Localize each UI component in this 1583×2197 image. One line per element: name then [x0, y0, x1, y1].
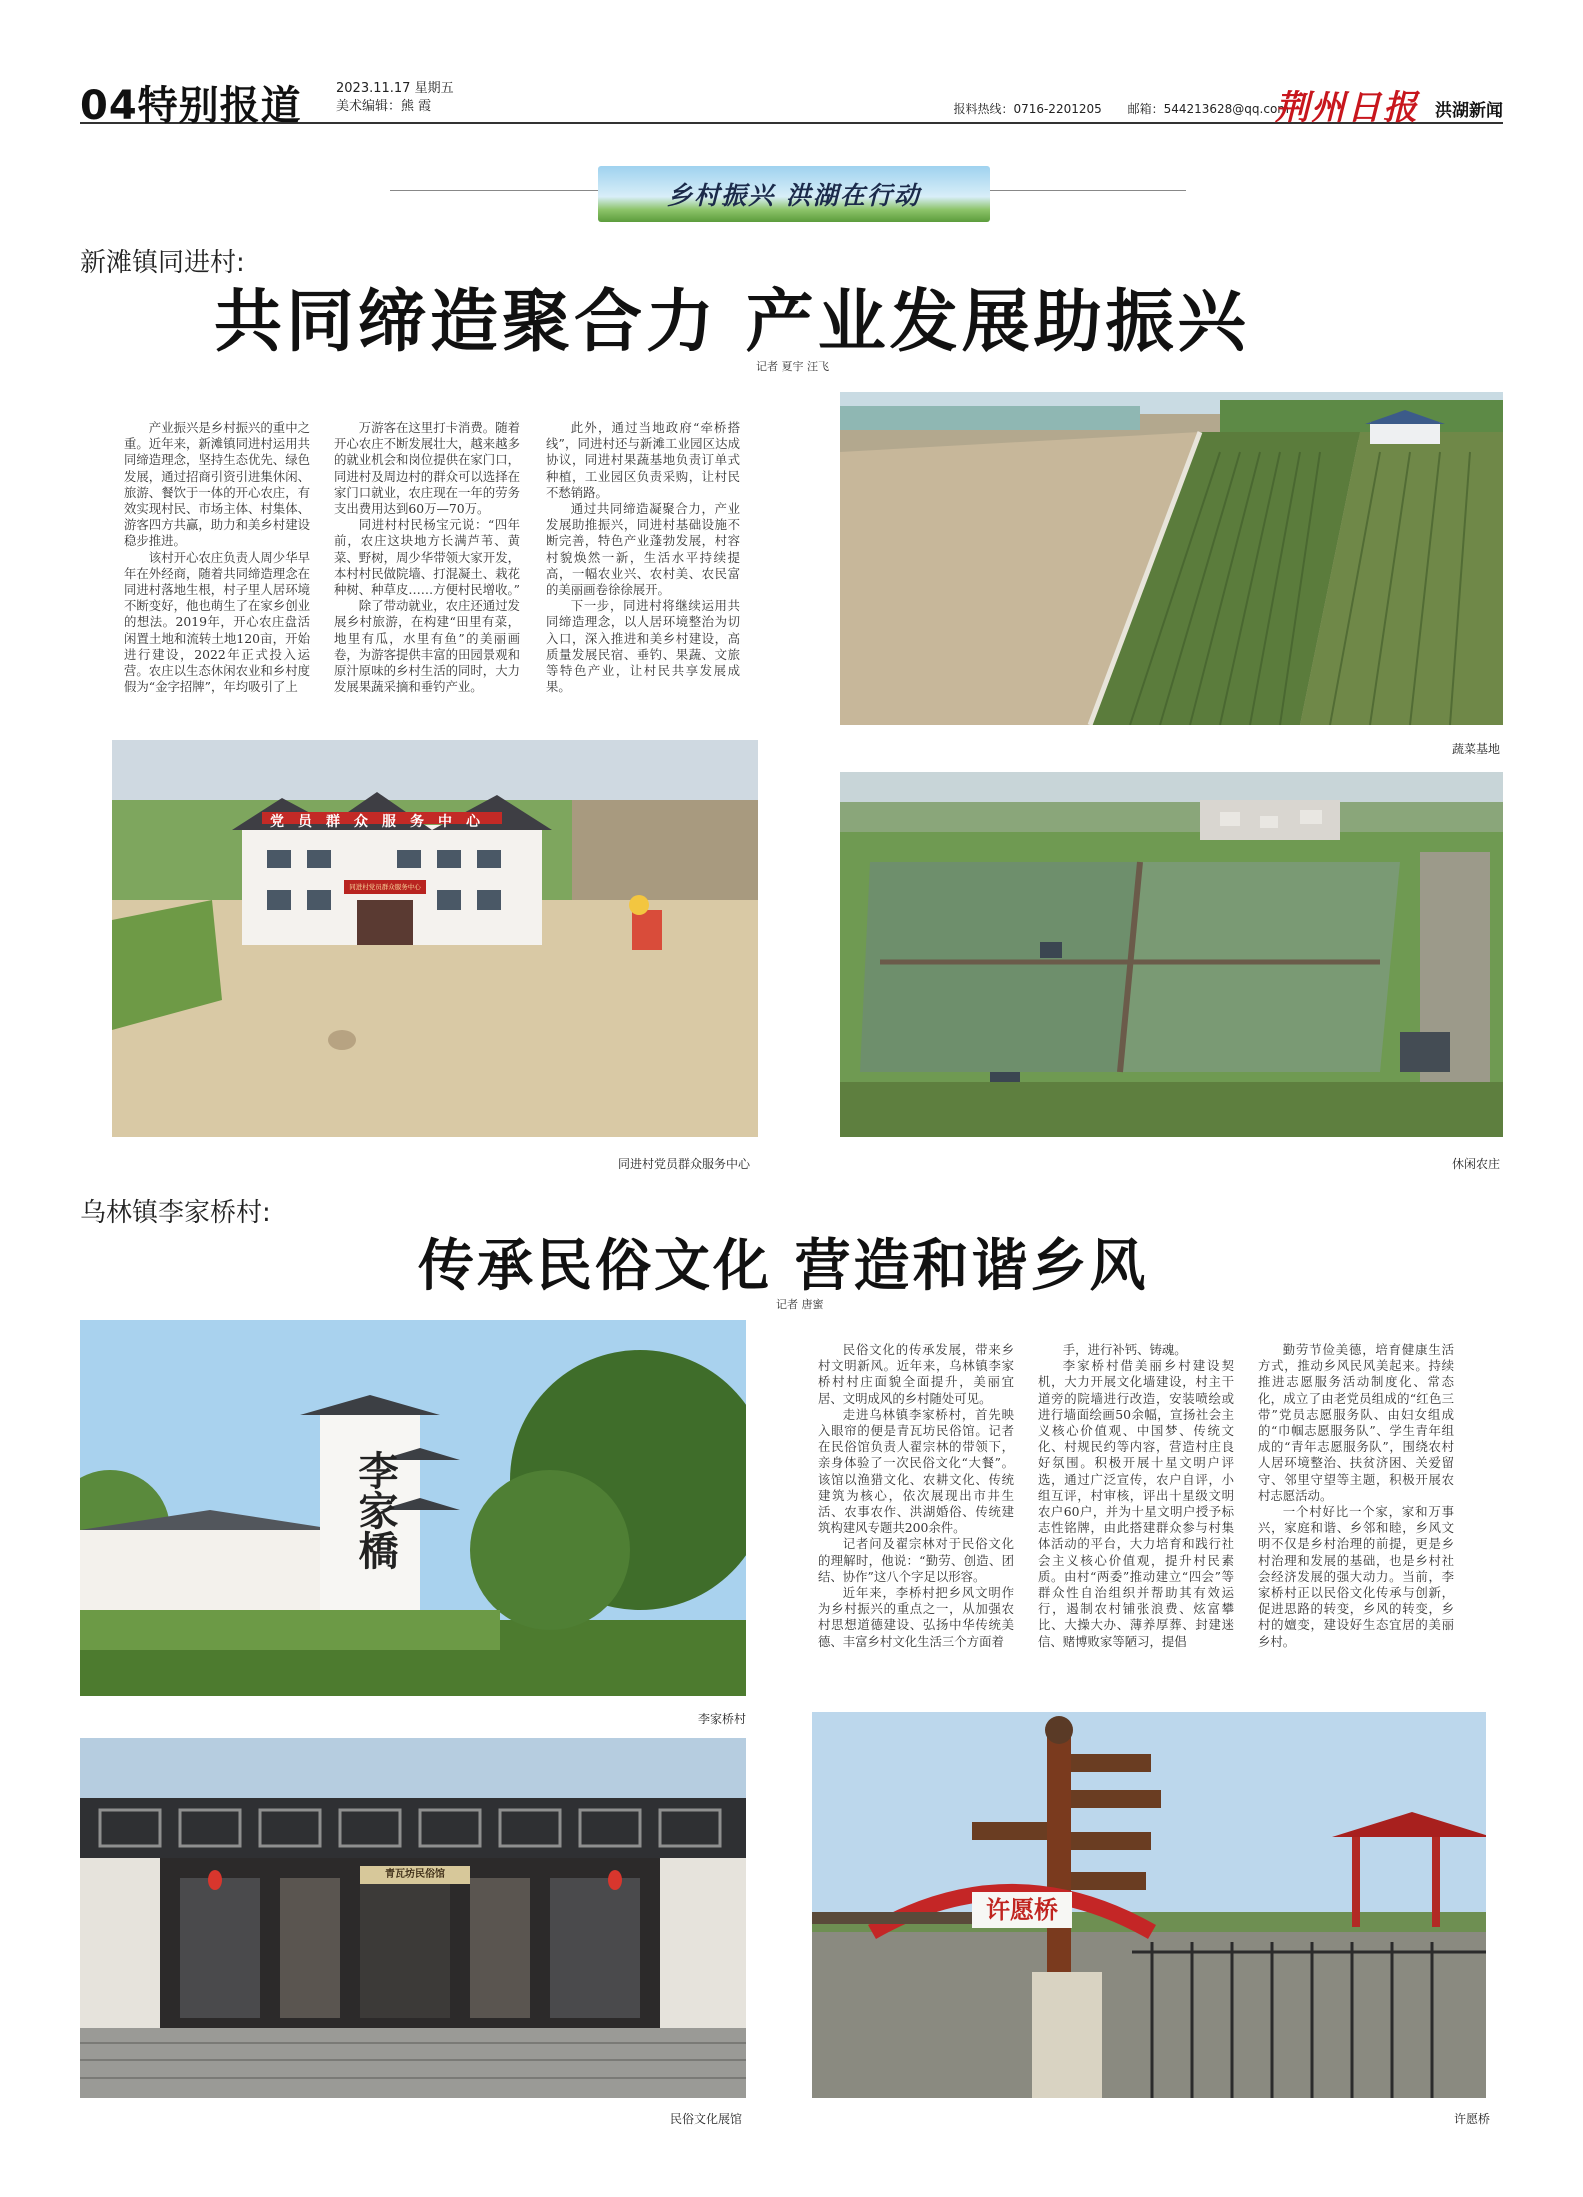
lijiaqiao-photo: [80, 1320, 746, 1696]
article1-column-2: [334, 420, 520, 695]
paragraph: 该村开心农庄负责人周少华早年在外经商，随着共同缔造理念在同进村落地生根，村子里人居环境不断变好，他也萌生了在家乡创业的想法。2019年，开心农庄盘活闲置土地和流转土地120亩，开始进行建设，2022年正式投入运营。农庄以生态休闲农业和乡村度假为“金字招牌”，年均吸引了上: [124, 549, 310, 695]
article2-column-2: [1038, 1342, 1234, 1650]
article1-headline: 共同缔造聚合力 产业发展助振兴: [214, 283, 1250, 362]
caption-lijiaqiao: 李家桥村: [698, 1712, 747, 1726]
banner-text: 乡村振兴 洪湖在行动: [667, 181, 921, 210]
article2-column-1: [818, 1342, 1014, 1650]
paragraph: 走进乌林镇李家桥村，首先映入眼帘的便是青瓦坊民俗馆。记者在民俗馆负责人翟宗林的带领下，亲身体验了一次民俗文化“大餐”。该馆以渔猎文化、农耕文化、传统建筑为核心，依次展现出市井生活、农事农作、洪湖婚俗、传统建筑构建风专题共200余件。: [818, 1406, 1014, 1536]
paper-logo: 荆州日报: [1275, 88, 1419, 128]
article1-column-1: [124, 420, 310, 695]
wish-bridge-photo: [812, 1712, 1486, 2098]
issue-meta: [336, 80, 454, 116]
paragraph: 手，进行补钙、铸魂。: [1062, 1342, 1187, 1357]
caption-folk-museum: 民俗文化展馆: [670, 2112, 743, 2126]
caption-wish-bridge: 许愿桥: [1454, 2112, 1491, 2126]
paragraph: 万游客在这里打卡消费。随着开心农庄不断发展壮大，越来越多的就业机会和岗位提供在家门口，同进村及周边村的群众可以选择在家门口就业，农庄现在一年的劳务支出费用达到60万—70万。: [334, 420, 520, 517]
article2-column-3: [1258, 1342, 1454, 1650]
service-center-roof-sign: 党员群众服务中心: [270, 814, 494, 830]
banner-rule-right: [990, 190, 1186, 191]
paragraph: 一个村好比一个家，家和万事兴，家庭和谐、乡邻和睦，乡风文明不仅是乡村治理的前提，更是乡村治理和发展的基础，也是乡村社会经济发展的强大动力。当前，李家桥村正以民俗文化传承与创新，促进思路的转变，乡风的转变，乡村的嬗变，建设好生态宜居的美丽乡村。: [1258, 1504, 1454, 1649]
email: 邮箱：544213628@qq.com: [1127, 102, 1289, 116]
article1-byline: 记者 夏宇 汪飞: [756, 360, 829, 373]
paragraph: 同进村村民杨宝元说：“四年前，农庄这块地方长满芦苇、黄菜、野树，周少华带领大家开发，本村村民做院墙、打混凝土、栽花种树、种草皮……方便村民增收。”: [334, 517, 520, 598]
paragraph: 近年来，李桥村把乡风文明作为乡村振兴的重点之一，从加强农村思想道德建设、弘扬中华传统美德、丰富乡村文化生活三个方面着: [818, 1585, 1014, 1649]
paragraph: 下一步，同进村将继续运用共同缔造理念，以人居环境整治为切入口，深入推进和美乡村建设，高质量发展民宿、垂钓、果蔬、文旅等特色产业，让村民共享发展成果。: [546, 598, 740, 695]
paragraph: 除了带动就业，农庄还通过发展乡村旅游，在构建“田里有菜，地里有瓜，水里有鱼”的美丽画卷，为游客提供丰富的田园景观和原汁原味的乡村生活的同时，大力发展果蔬采摘和垂钓产业。: [334, 598, 520, 695]
paragraph: 李家桥村借美丽乡村建设契机，大力开展文化墙建设，村主干道旁的院墙进行改造，安装喷绘或进行墙面绘画50余幅，宣扬社会主义核心价值观、中国梦、传统文化、村规民约等内容，营造村庄良好氛围。积极开展十星文明户评选，通过广泛宣传，农户自评，小组互评，村审核，评出十星级文明农户60户，并为十星文明户授予标志性铭牌，由此搭建群众参与村集体活动的平台，大力培育和践行社会主义核心价值观，提升村民素质。由村“两委”推动建立“四会”等群众性自治组织并帮助其有效运行，遏制农村铺张浪费、炫富攀比、大操大办、薄养厚葬、封建迷信、赌博败家等陋习，提倡: [1038, 1358, 1234, 1649]
folk-museum-photo: [80, 1738, 746, 2098]
service-center-door-sign: 同进村党员群众服务中心: [349, 883, 421, 891]
issue-date: 2023.11.17 星期五: [336, 81, 454, 96]
lijiaqiao-wall-text: 李家橋: [352, 1450, 399, 1570]
wish-bridge-sign: 许愿桥: [986, 1895, 1058, 1924]
article1-kicker: 新滩镇同进村:: [80, 248, 245, 278]
vegetable-base-photo: [840, 392, 1503, 725]
article1-column-3: [546, 420, 740, 695]
article2-headline: 传承民俗文化 营造和谐乡风: [418, 1233, 1149, 1299]
leisure-farm-photo: [840, 772, 1503, 1137]
paragraph: 产业振兴是乡村振兴的重中之重。近年来，新滩镇同进村运用共同缔造理念，坚持生态优先、绿色发展，通过招商引资引进集休闲、旅游、餐饮于一体的开心农庄，有效实现村民、市场主体、村集体、游客四方共赢，助力和美乡村建设稳步推进。: [124, 420, 310, 549]
paragraph: 此外，通过当地政府“牵桥搭线”，同进村还与新滩工业园区达成协议，同进村果蔬基地负责订单式种植，工业园区负责采购，让村民不愁销路。: [546, 420, 740, 500]
paragraph: 民俗文化的传承发展，带来乡村文明新风。近年来，乌林镇李家桥村村庄面貌全面提升，美丽宜居、文明成风的乡村随处可见。: [818, 1342, 1014, 1406]
issue-editor: 美术编辑：熊 霞: [336, 99, 432, 114]
caption-leisure-farm: 休闲农庄: [1452, 1157, 1501, 1171]
caption-vegetable-base: 蔬菜基地: [1452, 742, 1501, 756]
section-banner: [598, 166, 990, 222]
article2-kicker: 乌林镇李家桥村:: [80, 1198, 271, 1228]
paragraph: 记者问及翟宗林对于民俗文化的理解时，他说：“勤劳、创造、团结、协作”这八个字足以形容。: [818, 1536, 1014, 1584]
masthead: [80, 74, 1503, 129]
edition-name: 洪湖新闻: [1435, 101, 1503, 121]
page-section-title: 04特别报道: [80, 83, 302, 129]
folk-museum-sign: 青瓦坊民俗馆: [385, 1869, 445, 1880]
paragraph: 勤劳节俭美德，培育健康生活方式，推动乡风民风美起来。持续推进志愿服务活动制度化、常态化，成立了由老党员组成的“红色三带”党员志愿服务队、由妇女组成的“巾帼志愿服务队”、学生青年组成的“青年志愿服务队”，围绕农村人居环境整治、扶贫济困、关爱留守、邻里守望等主题，积极开展农村志愿活动。: [1258, 1342, 1454, 1503]
contact-info: [931, 100, 1289, 117]
banner-rule-left: [390, 190, 598, 191]
paragraph: 通过共同缔造凝聚合力，产业发展助推振兴，同进村基础设施不断完善，特色产业蓬勃发展，村容村貌焕然一新，生活水平持续提高，一幅农业兴、农村美、农民富的美丽画卷徐徐展开。: [546, 501, 740, 598]
article2-byline: 记者 唐蜜: [776, 1298, 824, 1311]
service-center-photo: [112, 740, 758, 1137]
caption-service-center: 同进村党员群众服务中心: [618, 1157, 751, 1171]
hotline: 报料热线：0716-2201205: [953, 102, 1102, 116]
